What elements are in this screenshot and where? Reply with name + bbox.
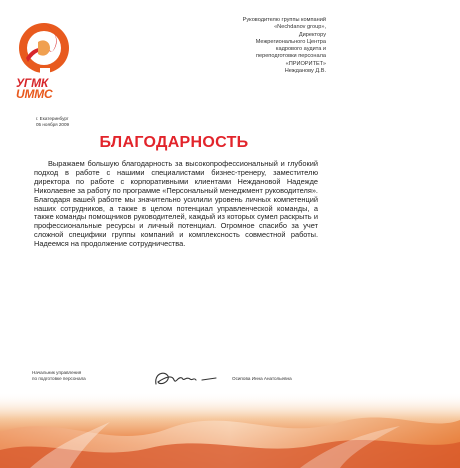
- city: г. Екатеринбург: [36, 116, 69, 121]
- addressee-line: «Nechdanov group»,: [274, 24, 326, 31]
- logo-wordmark: [16, 78, 76, 100]
- addressee-line: кадрового аудита и: [275, 46, 326, 53]
- letter-title: БЛАГОДАРНОСТЬ: [99, 134, 249, 151]
- addressee-block: [196, 17, 326, 75]
- addressee-line: Руководителю группы компаний: [242, 17, 326, 23]
- addressee-line: Межрегионального Центра: [255, 38, 326, 45]
- handwritten-signature: [150, 364, 220, 392]
- date: 05 ноября 2009: [36, 121, 70, 127]
- signer-name: Осипова Инна Анатольевна: [232, 376, 292, 381]
- company-logo: [16, 18, 74, 100]
- addressee-line: Нежданову Д.В.: [284, 68, 326, 75]
- logo-line-1: УГМК: [16, 76, 49, 90]
- addressee-line: Директору: [298, 31, 326, 38]
- ummc-emblem-icon: [16, 18, 74, 78]
- decorative-fire-band: [0, 392, 460, 468]
- logo-line-2: UMMC: [16, 87, 53, 101]
- addressee-line: «ПРИОРИТЕТ»: [285, 60, 326, 67]
- position-line-2: по подготовке персонала: [32, 376, 86, 381]
- position-line-1: Начальник управления: [32, 370, 82, 375]
- place-date: [36, 116, 96, 128]
- addressee-line: переподготовки персонала: [255, 53, 326, 60]
- signer-position: [32, 370, 112, 382]
- letter-body: Выражаем большую благодарность за высокопрофессиональный и глубокий подход в работе с нашими специалистами бизнес-тренеру, заместителю директора по работе с корпоративными клиентами Неждановой Надежде Николаевне за работу по программе «Персональный менеджмент руководителя». Благодаря вашей работе мы значительно усилили уровень личных компетенций наших сотрудников, а также в целом потенциал управленческой команды, а также команды помощников руководителей, каждый из которых сумел раскрыть и профессиональные ресурсы и личный потенциал. Огромное спасибо за учет сложной специфики группы компаний и комплексность совместной работы. Надеемся на продолжение сотрудничества.: [34, 159, 318, 249]
